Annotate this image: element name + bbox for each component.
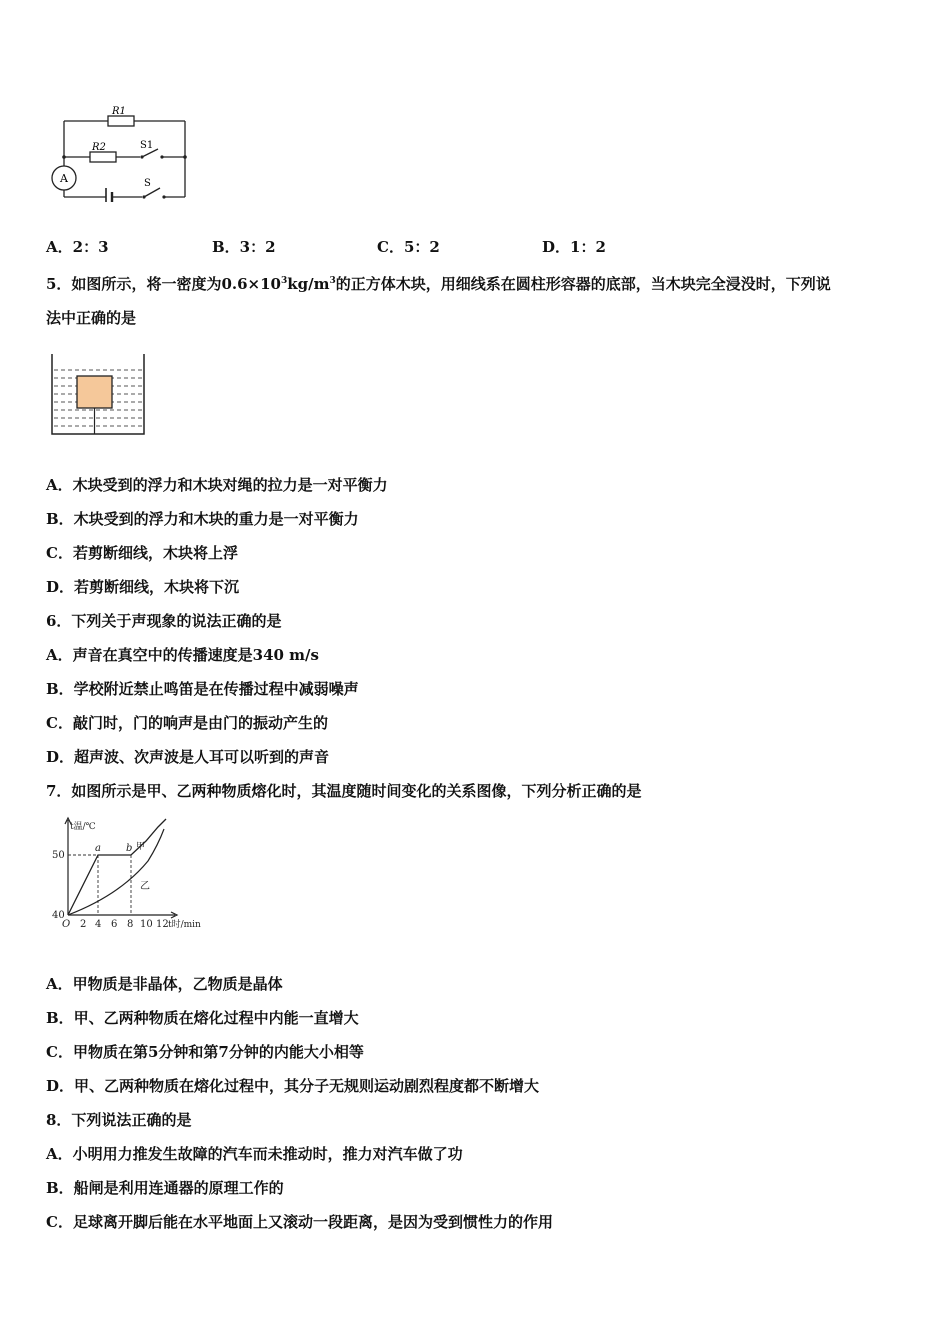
x-tick-6: 6 [111,919,118,930]
container-diagram [48,352,148,438]
q6-option-c: C．敲门时，门的响声是由门的振动产生的 [46,714,328,732]
y-tick-50: 50 [52,850,65,861]
series-jia-label: 甲 [136,842,146,852]
point-a-label: a [95,843,101,854]
x-tick-8: 8 [127,919,134,930]
x-tick-o: O [62,919,71,930]
q5-option-d: D．若剪断细线，木块将下沉 [46,578,240,596]
series-yi-label: 乙 [140,881,150,892]
r1-label: R1 [112,106,126,117]
curve-yi [68,829,164,915]
q4-option-b: B．3：2 [212,238,276,256]
y-axis-label: t温/℃ [70,822,96,832]
r2-label: R2 [92,142,106,153]
x-tick-2: 2 [80,919,87,930]
melting-graph [50,815,220,933]
q7-option-c: C．甲物质在第5分钟和第7分钟的内能大小相等 [46,1043,364,1061]
q6-option-b: B．学校附近禁止鸣笛是在传播过程中减弱噪声 [46,680,359,698]
q8-option-b: B．船闸是利用连通器的原理工作的 [46,1179,284,1197]
q5-option-b: B．木块受到的浮力和木块的重力是一对平衡力 [46,510,359,528]
y-tick-40: 40 [52,910,65,921]
q7-option-a: A．甲物质是非晶体，乙物质是晶体 [46,975,283,993]
q5-stem-line2: 法中正确的是 [46,309,137,327]
q4-option-a: A．2：3 [46,238,109,256]
x-tick-12: 12 [156,919,169,930]
point-b-label: b [126,843,133,854]
q8-option-a: A．小明用力推发生故障的汽车而未推动时，推力对汽车做了功 [46,1145,463,1163]
wood-block [77,376,112,408]
q8-stem: 8．下列说法正确的是 [46,1111,192,1129]
q6-option-a: A．声音在真空中的传播速度是340 m/s [46,646,319,664]
curve-jia [68,819,166,915]
resistor-r2 [90,152,116,162]
q7-stem: 7．如图所示是甲、乙两种物质熔化时，其温度随时间变化的关系图像，下列分析正确的是 [46,782,642,800]
q7-option-d: D．甲、乙两种物质在熔化过程中，其分子无规则运动剧烈程度都不断增大 [46,1077,540,1095]
ammeter-label: A [60,172,68,185]
q8-option-c: C．足球离开脚后能在水平地面上又滚动一段距离，是因为受到惯性力的作用 [46,1213,553,1231]
q6-stem: 6．下列关于声现象的说法正确的是 [46,612,282,630]
resistor-r1 [108,116,134,126]
q6-option-d: D．超声波、次声波是人耳可以听到的声音 [46,748,330,766]
q4-option-c: C．5：2 [377,238,440,256]
circuit-diagram [48,102,198,202]
x-axis-label: t时/min [168,920,201,930]
s-label: S [144,178,151,189]
switch-s [144,188,160,197]
q7-option-b: B．甲、乙两种物质在熔化过程中内能一直增大 [46,1009,359,1027]
s1-label: S1 [140,140,154,151]
x-tick-10: 10 [140,919,153,930]
q4-option-d: D．1：2 [542,238,606,256]
q5-option-a: A．木块受到的浮力和木块对绳的拉力是一对平衡力 [46,476,388,494]
q5-stem: 5．如图所示，将一密度为$0.6\times 10^3kg/m^3$的正方体木块，用细线系在圆柱形容器的底部，当木块完全浸没时，下列说 [46,275,831,293]
x-tick-4: 4 [95,919,102,930]
q5-option-c: C．若剪断细线，木块将上浮 [46,544,238,562]
